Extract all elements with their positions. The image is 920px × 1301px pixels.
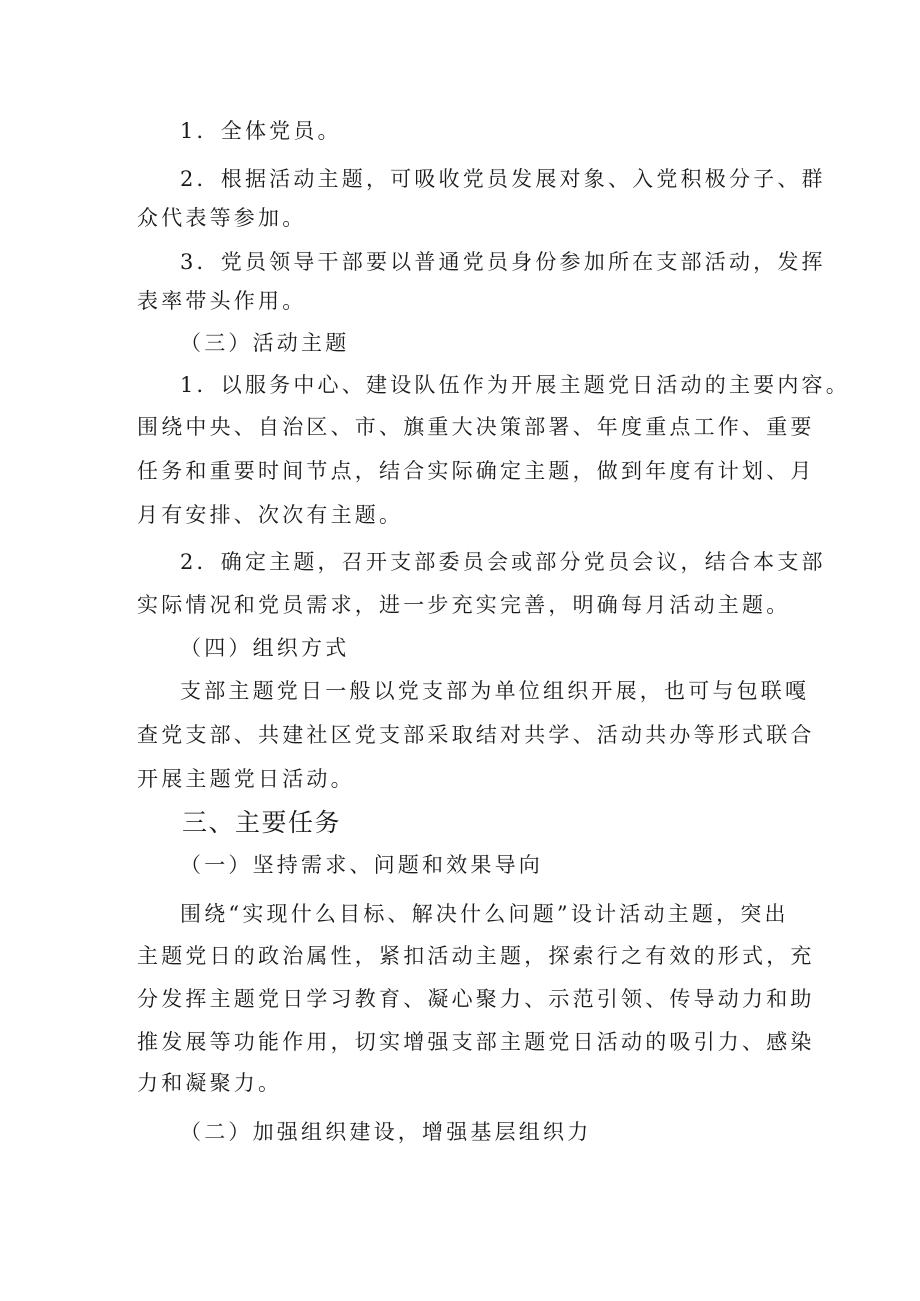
document-page: 1．全体党员。 2．根据活动主题，可吸收党员发展对象、入党积极分子、群 众代表等参加。 3．党员领导干部要以普通党员身份参加所在支部活动，发挥 表率带头作用。 （三）活动主题 1．以服务中心、建设队伍作为开展主题党日活动的主要内容。 围绕中央、自治区、市、旗重大决策部署、年度重点工作、重要 任务和重要时间节点，结合实际确定主题，做到年度有计划、月 月有安排、次次有主题。 2．确定主题，召开支部委员会或部分党员会议，结合本支部 实际情况和党员需求，进一步充实完善，明确每月活动主题。 （四）组织方式 支部主题党日一般以党支部为单位组织开展，也可与包联嘎 查党支部、共建社区党支部采取结对共学、活动共办等形式联合 开展主题党日活动。 三、主要任务 （一）坚持需求、问题和效果导向 围绕“实现什么目标、解决什么问题”设计活动主题，突出 主题党日的政治属性，紧扣活动主题，探索行之有效的形式，充 分发挥主题党日学习教育、凝心聚力、示范引领、传导动力和助 推发展等功能作用，切实增强支部主题党日活动的吸引力、感染 力和凝聚力。 （二）加强组织建设，增强基层组织力	[137, 119, 850, 1144]
